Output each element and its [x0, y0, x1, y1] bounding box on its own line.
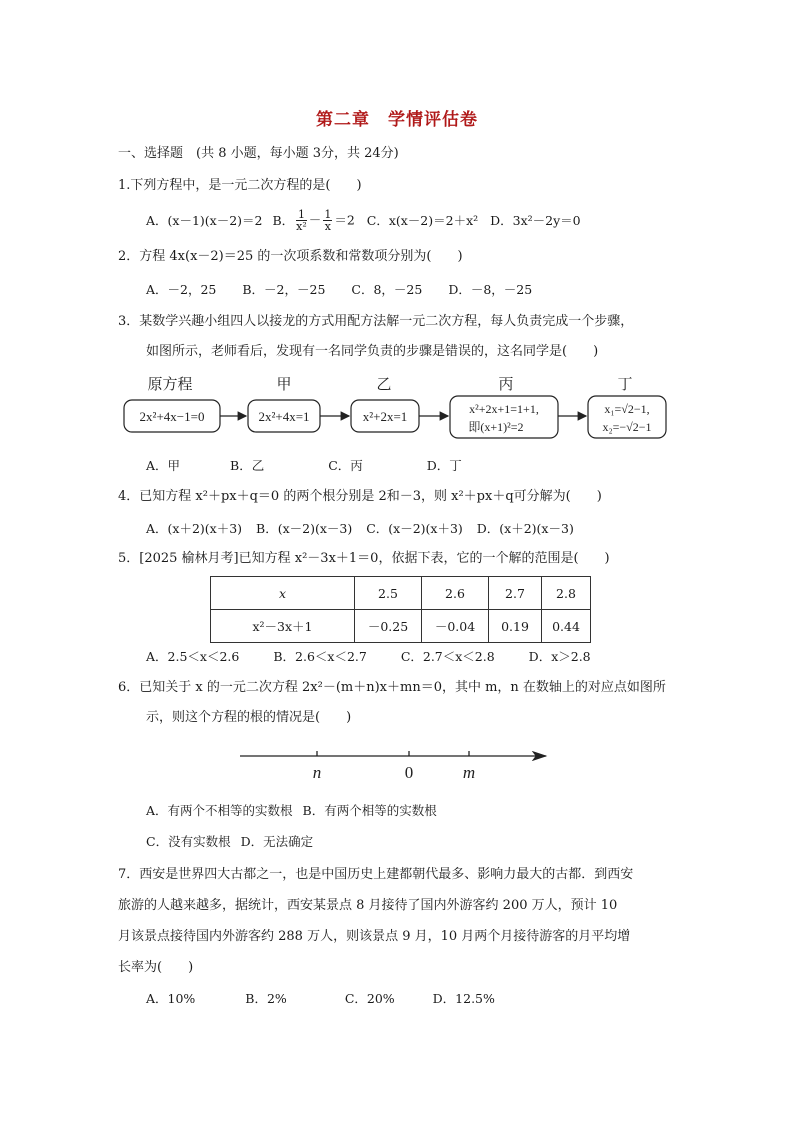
box-ding-text-1: x₁=√2−1, — [604, 402, 650, 416]
option-d: D．(x＋2)(x－3) — [476, 521, 574, 536]
option-c: C．x(x－2)＝2＋x² — [366, 212, 479, 228]
option-a: A．2.5＜x＜2.6 — [146, 649, 240, 664]
table-cell: 0.44 — [542, 610, 591, 643]
box-original-text: 2x²+4x−1=0 — [139, 409, 205, 424]
option-c: C．没有实数根 — [146, 834, 231, 849]
option-a: A．10% — [146, 991, 196, 1006]
option-d: D．3x²－2y＝0 — [490, 212, 581, 228]
option-d: D．无法确定 — [240, 834, 314, 849]
label-m: m — [462, 763, 476, 782]
label-yi: 乙 — [376, 375, 392, 393]
question-2-options — [146, 281, 532, 299]
question-1-options — [146, 209, 581, 237]
section-heading: 一、选择题 (共 8 小题，每小题 3分，共 24分) — [118, 146, 399, 161]
option-d: D．x＞2.8 — [528, 649, 591, 664]
question-3-options — [146, 457, 462, 475]
option-b-tail: ＝2 — [334, 212, 355, 228]
values-table — [210, 576, 591, 643]
table-cell: 0.19 — [489, 610, 542, 643]
label-bing: 丙 — [498, 375, 514, 393]
option-b: B．－2，－25 — [242, 282, 326, 297]
option-a: A．(x－1)(x－2)＝2 — [146, 212, 263, 228]
question-7-options — [146, 990, 495, 1008]
question-7-stem-line-2: 旅游的人越来越多，据统计，西安某景点 8 月接待了国内外游客约 200 万人，预计 10 — [118, 898, 618, 913]
option-b-fraction-2: $\frac{1}{x}$ — [324, 208, 332, 233]
label-n: n — [312, 763, 322, 782]
table-cell: x²－3x＋1 — [211, 610, 355, 643]
solution-flow-diagram — [118, 372, 678, 444]
box-ding-text-2: x₂=−√2−1 — [602, 420, 652, 434]
option-d: D．丁 — [426, 458, 462, 473]
question-7-stem-line-1: 7．西安是世界四大古都之一，也是中国历史上建都朝代最多、影响力最大的古都．到西安 — [118, 867, 634, 882]
table-cell: 2.5 — [355, 577, 422, 610]
table-cell: －0.04 — [422, 610, 489, 643]
label-ding: 丁 — [617, 375, 633, 393]
question-2-stem: 2．方程 4x(x－2)＝25 的一次项系数和常数项分别为( ) — [118, 249, 463, 264]
table-cell: 2.8 — [542, 577, 591, 610]
option-a: A．(x＋2)(x＋3) — [146, 521, 243, 536]
question-5-options — [146, 648, 591, 666]
option-a: A．甲 — [146, 458, 181, 473]
option-b: B．2% — [245, 991, 287, 1006]
option-b-prefix: B． — [272, 212, 295, 228]
question-4-options — [146, 520, 574, 538]
option-c: C．(x－2)(x＋3) — [366, 521, 463, 536]
option-d: D．－8，－25 — [448, 282, 533, 297]
question-7-stem-line-3: 月该景点接待国内外游客约 288 万人，则该景点 9 月，10 月两个月接待游客的月平均增 — [118, 929, 631, 944]
option-b-minus: － — [308, 212, 322, 228]
box-jia-text: 2x²+4x=1 — [258, 409, 310, 424]
box-bing-text-1: x²+2x+1=1+1, — [469, 402, 539, 416]
table-cell: x — [211, 577, 355, 610]
option-c: C．2.7＜x＜2.8 — [400, 649, 495, 664]
table-cell: －0.25 — [355, 610, 422, 643]
option-a: A．－2，25 — [146, 282, 217, 297]
question-4-stem: 4．已知方程 x²＋px＋q＝0 的两个根分别是 2和－3，则 x²＋px＋q可分解为( ) — [118, 489, 602, 504]
question-6-stem-line-2: 示，则这个方程的根的情况是( ) — [146, 710, 352, 725]
table-cell: 2.7 — [489, 577, 542, 610]
table-row — [211, 610, 591, 643]
question-6-stem-line-1: 6．已知关于 x 的一元二次方程 2x²－(m＋n)x＋mn＝0，其中 m，n 在数轴上的对应点如图所 — [118, 680, 666, 695]
number-line — [236, 740, 556, 784]
option-b: B．乙 — [230, 458, 265, 473]
label-original: 原方程 — [147, 375, 193, 393]
option-c: C．丙 — [328, 458, 363, 473]
option-a: A．有两个不相等的实数根 — [146, 803, 293, 818]
page-title: 第二章 学情评估卷 — [316, 110, 478, 130]
option-b: B．2.6＜x＜2.7 — [273, 649, 367, 664]
question-1-stem: 1.下列方程中，是一元二次方程的是( ) — [118, 178, 362, 193]
option-c: C．8，－25 — [351, 282, 423, 297]
option-b: B．(x－2)(x－3) — [256, 521, 353, 536]
label-jia: 甲 — [276, 375, 292, 393]
table-row — [211, 577, 591, 610]
label-zero: 0 — [404, 763, 414, 782]
table-cell: 2.6 — [422, 577, 489, 610]
question-7-stem-line-4: 长率为( ) — [118, 960, 194, 975]
box-bing-text-2: 即(x+1)²=2 — [468, 420, 524, 434]
option-d: D．12.5% — [432, 991, 495, 1006]
question-6-options-row-2 — [146, 833, 313, 851]
question-5-stem: 5．[2025 榆林月考]已知方程 x²－3x＋1＝0，依据下表，它的一个解的范围是( ) — [118, 551, 610, 566]
box-yi-text: x²+2x=1 — [362, 409, 408, 424]
question-3-stem-line-1: 3．某数学兴趣小组四人以接龙的方式用配方法解一元二次方程，每人负责完成一个步骤， — [118, 314, 634, 329]
option-c: C．20% — [344, 991, 395, 1006]
option-b: B．有两个相等的实数根 — [302, 803, 437, 818]
option-b-fraction-1: $\frac{1}{\text{x²}}$ — [296, 208, 307, 233]
question-3-stem-line-2: 如图所示，老师看后，发现有一名同学负责的步骤是错误的，这名同学是( ) — [146, 344, 599, 359]
question-6-options-row-1 — [146, 802, 437, 820]
